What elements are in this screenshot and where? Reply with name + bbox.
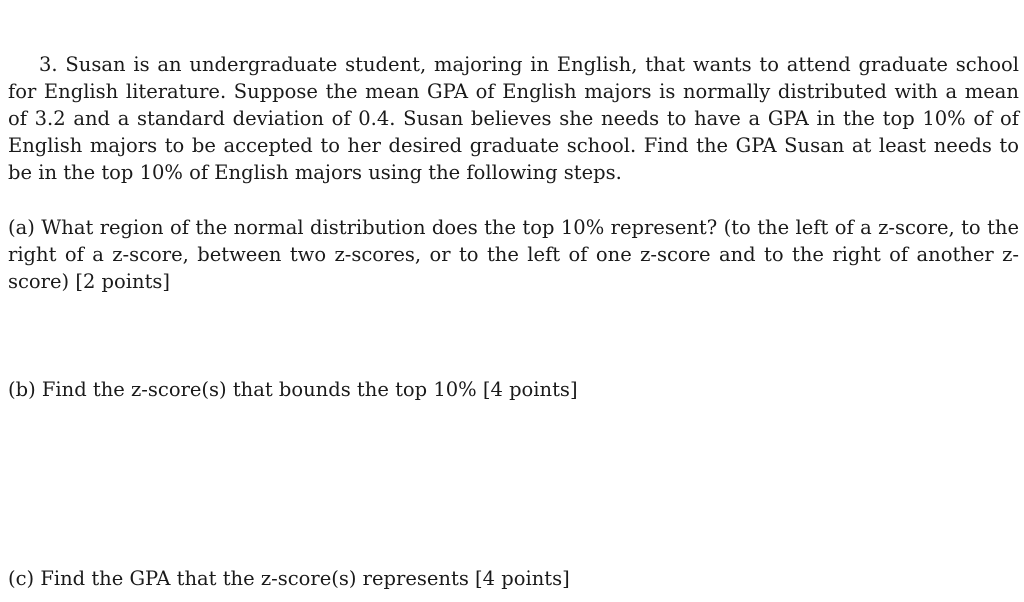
problem-statement: 3. Susan is an undergraduate student, majoring in English, that wants to attend graduate school for English literature. Suppose the mean GPA of English majors is normally distributed with a mean of 3.2 and a standard deviation of 0.4. Susan believes she needs to have a GPA in the top 10% of of English majors to be accepted to her desired graduate school. Find the GPA Susan at least needs to be in the top 10% of English majors using the following steps.	[8, 53, 1019, 184]
question-part-b: (b) Find the z-score(s) that bounds the top 10% [4 points]	[8, 378, 578, 401]
question-part-c: (c) Find the GPA that the z-score(s) represents [4 points]	[8, 567, 570, 590]
question-part-a: (a) What region of the normal distribution does the top 10% represent? (to the left of a z-score, to the right of a z-score, between two z-scores, or to the left of one z-score and to the right of another z-score) [2 points]	[8, 216, 1019, 293]
